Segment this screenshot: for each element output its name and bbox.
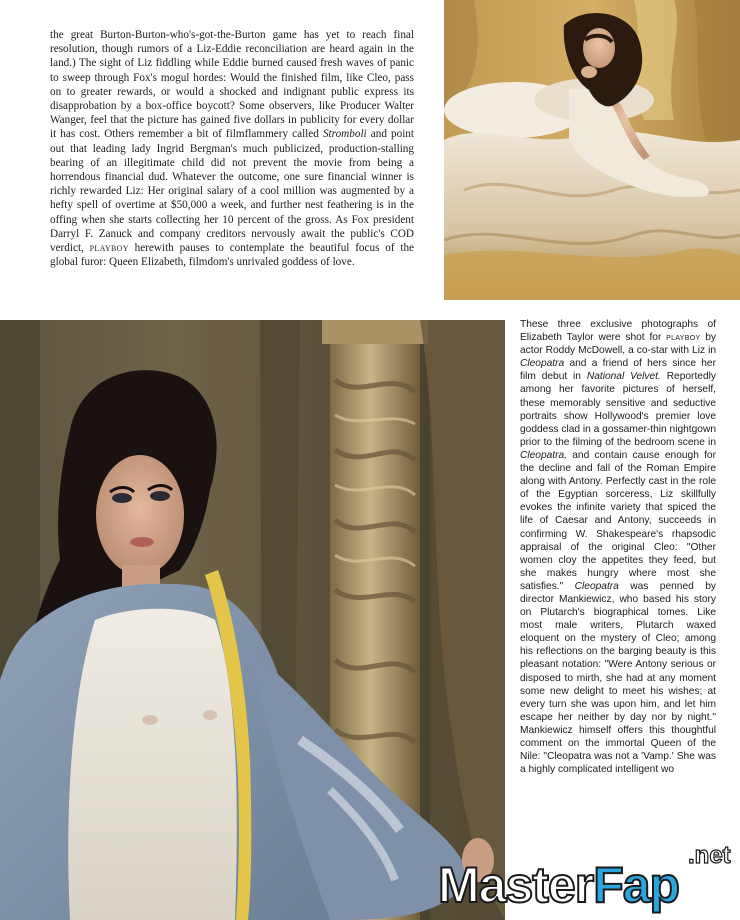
- bed-photo: [444, 0, 740, 300]
- robe-photo: [0, 320, 505, 920]
- watermark-logo: [438, 858, 679, 912]
- cleopatra-title: Cleopatra: [520, 358, 565, 370]
- stromboli-title: Stromboli: [322, 128, 367, 141]
- cleopatra-title: Cleopatra: [574, 580, 619, 592]
- caption-part: was penned by director Mankiewicz, who based his story on Plutarch's biographical tomes. Like most male writers, Plutarch waxed eloquent on the mystery of Cleo; among his reflections on the barging beauty is this pleasant notation: "Were Antony serious or disposed to mirth, she had at any moment some new delight to meet his wishes; at every turn she was upon him, and let him escape her neither by day nor by night." Mankiewicz himself offers this thoughtful comment on the immortal Queen of the Nile: "Cleopatra was not a 'Vamp.' She was a highly complicated intelligent wo: [520, 580, 716, 776]
- playboy-mention: playboy: [666, 332, 701, 344]
- caption-part: and a friend of hers since her film debut in: [520, 358, 716, 383]
- watermark-domain-suffix: .net: [688, 842, 731, 869]
- article-text-part: herewith pauses to contemplate the beautiful focus of the global furor: Queen Elizabeth, filmdom's unrivaled goddess of love.: [50, 242, 415, 269]
- article-text: [50, 28, 414, 269]
- caption-part: and contain cause enough for the decline and fall of the Roman Empire along with Antony. Perfectly cast in the role of the Egyptian sorceress, Liz skillfully evokes the infinite variety that spiced the life of Caesar and Antony, succeeds in confirming W. Shakespeare's rhapsodic appraisal of the original Cleo: "Other women cloy the appetites they feed, but she makes hungry where most she satisfies.": [520, 449, 716, 592]
- playboy-mention: playboy: [89, 242, 129, 255]
- photo-caption: [520, 318, 716, 776]
- article-text-part: the great Burton-Burton-who's-got-the-Burton game has yet to reach final resolution, though rumors of a Liz-Eddie reconciliation are heard again in the land.) The sight of Liz fiddling while Eddie burned caused fresh waves of panic to sweep through Fox's mogul hordes: Would the finished film, like Cleo, pass on to greater rewards, or would a shocked and indignant public express its disapprobation by a box-office boycott? Some observers, like Producer Walter Wanger, feel that the picture has gained five dollars in publicity for every dollar it has cost. Others remember a bit of filmflammery called: [50, 29, 414, 141]
- caption-part: These three exclusive photographs of Elizabeth Taylor were shot for: [520, 319, 716, 344]
- article-text-part: and point out that leading lady Ingrid Bergman's much publicized, production-stalling bearing of an illegitimate child did not prevent the movie from being a horrendous financial dud. Whatever the outcome, one sure financial winner is richly rewarded Liz: Her original salary of a cool million was augmented by a hefty spell of overtime at $50,000 a week, and further nest feathering is in the offing when she starts collecting her 10 percent of the gross. As Fox president Darryl F. Zanuck and company creditors nervously await the public's COD verdict,: [50, 128, 415, 255]
- caption-part: Reportedly among her favorite pictures of herself, these memorably sensitive and seductive portraits show Hollywood's premier love goddess clad in a gossamer-thin nightgown prior to the filming of the bedroom scene in: [520, 371, 716, 448]
- caption-part: by actor Roddy McDowell, a co-star with Liz in: [520, 332, 716, 357]
- cleopatra-title: Cleopatra,: [520, 449, 568, 461]
- watermark-word-fap: Fap: [593, 857, 680, 913]
- watermark-word-master: Master: [438, 857, 594, 913]
- national-velvet-title: National Velvet.: [586, 371, 661, 383]
- bed-photo-illustration: [444, 0, 740, 300]
- robe-photo-illustration: [0, 320, 505, 920]
